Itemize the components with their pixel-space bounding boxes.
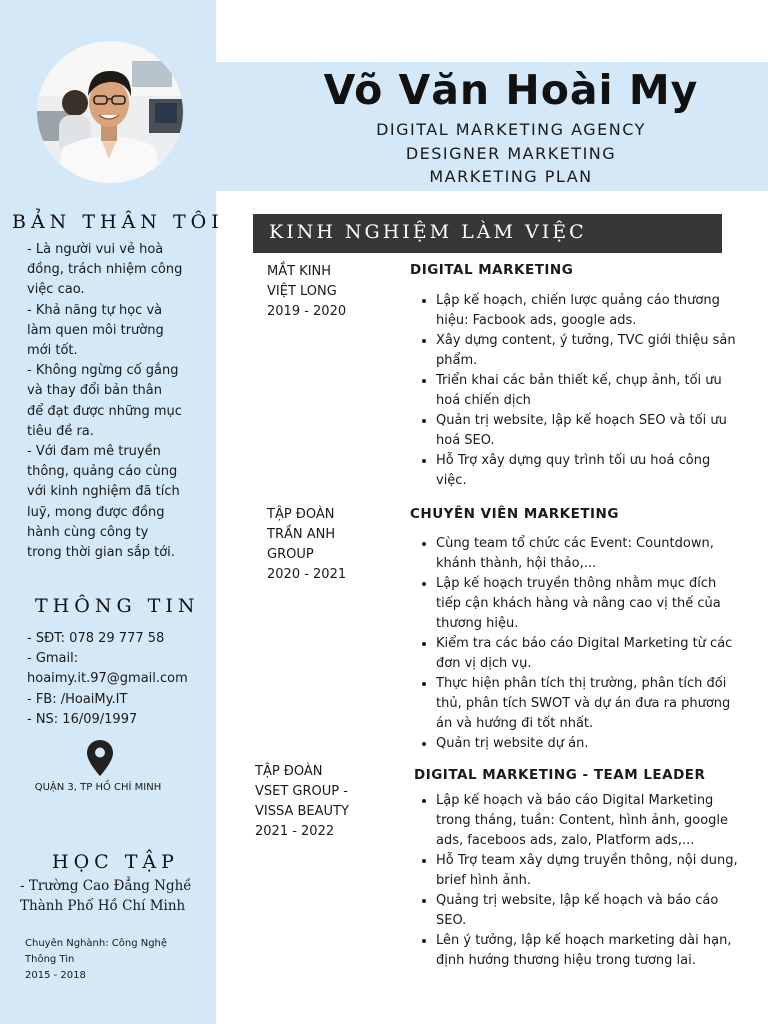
school-line: Thành Phố Hồ Chí Minh — [20, 898, 186, 914]
about-line: và thay đổi bản thân — [27, 383, 163, 399]
company-line: TRẦN ANH — [267, 527, 336, 542]
about-text — [27, 240, 202, 563]
about-line: đồng, trách nhiệm công — [27, 262, 183, 278]
company-line: VSET GROUP - — [255, 784, 348, 799]
job-company — [267, 505, 346, 585]
about-line: - Với đam mê truyền — [27, 444, 161, 460]
job-company — [267, 262, 346, 322]
location-pin-icon — [86, 739, 114, 777]
task-item: • Cùng team tổ chức các Event: Countdown, khánh thành, hội thảo,... — [436, 534, 741, 574]
company-line: VISSA BEAUTY — [255, 804, 349, 819]
job-period: 2019 - 2020 — [267, 304, 347, 319]
about-line: tiêu đề ra. — [27, 423, 94, 439]
about-line: thông, quảng cáo cùng — [27, 464, 178, 480]
about-line: làm quen môi trường — [27, 322, 164, 338]
contact-birthdate: - NS: 16/09/1997 — [27, 711, 138, 727]
about-line: - Khả năng tự học và — [27, 302, 163, 318]
about-title: BẢN THÂN TÔI — [12, 211, 224, 233]
task-item: • Lên ý tưởng, lập kế hoạch marketing dài hạn, định hướng thương hiệu trong tương lai. — [436, 931, 741, 971]
task-item: • Lập kế hoạch, chiến lược quảng cáo thương hiệu: Facbook ads, google ads. — [436, 291, 741, 331]
task-item: • Triển khai các bản thiết kế, chụp ảnh, tối ưu hoá chiến dịch — [436, 371, 741, 411]
contact-email-label: - Gmail: — [27, 651, 79, 667]
contact-email[interactable]: hoaimy.it.97@gmail.com — [27, 671, 188, 687]
experience-header — [253, 214, 722, 253]
role-list — [216, 118, 768, 189]
contact-facebook[interactable]: - FB: /HoaiMy.IT — [27, 691, 128, 707]
job-tasks — [420, 791, 741, 971]
company-line: TẬP ĐOÀN — [255, 764, 323, 779]
job-period: 2020 - 2021 — [267, 567, 347, 582]
job-company — [255, 762, 349, 842]
task-item: • Xây dựng content, ý tưởng, TVC giới thiệu sản phẩm. — [436, 331, 741, 371]
task-item: • Quảng trị website, lập kế hoạch và báo cáo SEO. — [436, 891, 741, 931]
task-item: • Lập kế hoạch truyền thông nhằm mục đích tiếp cận khách hàng và nâng cao vị thế của thương hiệu. — [436, 574, 741, 634]
education-title: HỌC TẬP — [52, 851, 179, 873]
avatar — [37, 41, 183, 183]
contact-title: THÔNG TIN — [35, 595, 200, 617]
about-line: - Là người vui vẻ hoà — [27, 242, 164, 257]
task-item: • Quản trị website, lập kế hoạch SEO và tối ưu hoá SEO. — [436, 411, 741, 451]
about-line: hành cùng công ty — [27, 524, 149, 540]
address: QUẬN 3, TP HỒ CHÍ MINH — [34, 782, 162, 793]
task-item: • Quản trị website dự án. — [436, 734, 741, 754]
school — [20, 876, 210, 916]
role-line: DESIGNER MARKETING — [405, 143, 617, 163]
about-line: với kinh nghiệm đã tích — [27, 484, 180, 500]
contact-phone: - SĐT: 078 29 777 58 — [27, 631, 165, 646]
about-line: mới tốt. — [27, 343, 78, 359]
job-tasks — [420, 534, 741, 754]
major-line: Chuyên Nghành: Công Nghệ — [25, 938, 168, 949]
role-line: DIGITAL MARKETING AGENCY — [376, 120, 646, 139]
job-title: DIGITAL MARKETING — [410, 262, 574, 278]
company-line: VIỆT LONG — [267, 284, 337, 299]
company-line: MẮT KINH — [267, 264, 332, 279]
major-line: Thông Tin — [25, 954, 75, 965]
about-line: để đạt được những mục — [27, 403, 182, 419]
candidate-name: Võ Văn Hoài My — [323, 66, 699, 114]
experience-title: KINH NGHIỆM LÀM VIỆC — [269, 221, 587, 243]
company-line: TẬP ĐOÀN — [267, 507, 335, 522]
about-line: trong thời gian sắp tới. — [27, 545, 175, 561]
school-line: - Trường Cao Đẳng Nghề — [20, 878, 192, 894]
study-period: 2015 - 2018 — [25, 970, 86, 981]
about-line: việc cao. — [27, 282, 85, 298]
task-item: • Hỗ Trợ team xây dựng truyền thông, nội dung, brief hình ảnh. — [436, 851, 741, 891]
task-item: • Thực hiện phân tích thị trường, phân tích đối thủ, phân tích SWOT và dự án đưa ra phương án và hướng đi tốt nhất. — [436, 674, 741, 734]
company-line: GROUP — [267, 547, 314, 562]
role-line: MARKETING PLAN — [429, 167, 593, 186]
about-line: luỹ, mong được đồng — [27, 504, 165, 520]
job-title: CHUYÊN VIÊN MARKETING — [410, 506, 619, 522]
portrait-illustration — [37, 41, 183, 183]
about-line: - Không ngừng cố gắng — [27, 363, 179, 379]
major — [25, 936, 210, 984]
task-item: • Lập kế hoạch và báo cáo Digital Marketing trong tháng, tuần: Content, hình ảnh, google ads, faceboos ads, zalo, Platform ads,... — [436, 791, 741, 851]
job-period: 2021 - 2022 — [255, 824, 335, 839]
task-item: • Hỗ Trợ xây dựng quy trình tối ưu hoá công việc. — [436, 451, 741, 491]
contact-info — [27, 629, 207, 730]
job-tasks — [420, 291, 741, 491]
job-title: DIGITAL MARKETING - TEAM LEADER — [414, 767, 706, 783]
task-item: • Kiểm tra các báo cáo Digital Marketing từ các đơn vị dịch vụ. — [436, 634, 741, 674]
